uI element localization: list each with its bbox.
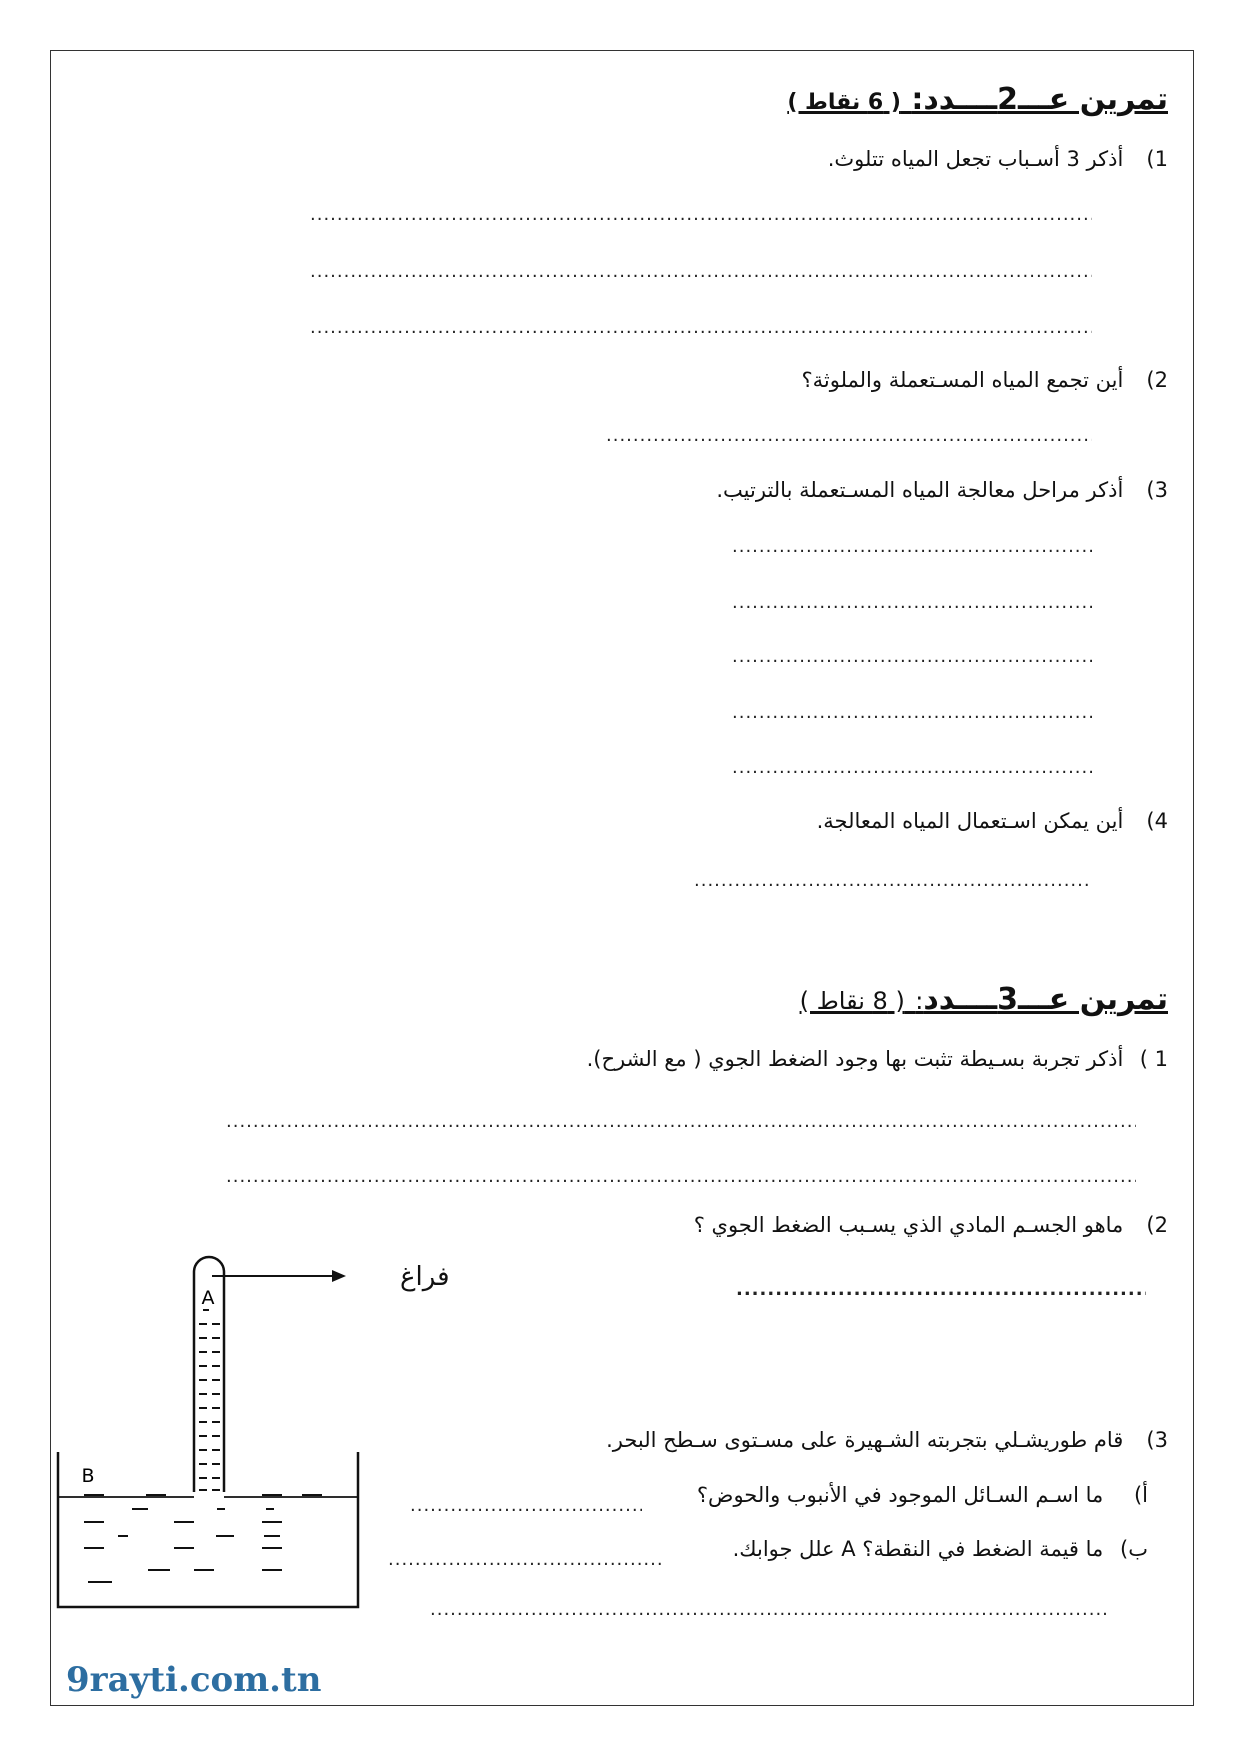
question-number: 4): [1146, 809, 1168, 833]
exercise-3-heading: [800, 980, 1168, 1021]
question-text: أذكر مراحل معالجة المياه المسـتعملة بالترتيب.: [716, 478, 1124, 502]
question-3-2: [694, 1210, 1168, 1240]
question-number: 1 ): [1139, 1047, 1168, 1071]
question-3-1: [587, 1044, 1168, 1074]
question-3-3: [606, 1425, 1168, 1455]
question-3-3-b: [733, 1534, 1148, 1564]
watermark: 9rayti.com.tn: [66, 1660, 322, 1700]
answer-line[interactable]: [606, 426, 1092, 446]
question-text: أذكر 3 أسـباب تجعل المياه تتلوث.: [827, 147, 1124, 171]
question-text: أذكر تجربة بسـيطة تثبت بها وجود الضغط الجوي ( مع الشرح).: [586, 1047, 1124, 1071]
question-number: 3): [1146, 478, 1168, 502]
question-number: 2): [1146, 1213, 1168, 1237]
exercise-3-points: ( 8 نقاط ): [799, 987, 905, 1015]
answer-line[interactable]: [732, 593, 1092, 613]
vacuum-label: فراغ: [400, 1262, 450, 1292]
vacuum-arrow-head: [332, 1270, 346, 1282]
answer-line[interactable]: [732, 703, 1092, 723]
point-b-label: B: [81, 1465, 95, 1487]
question-text: أين يمكن اسـتعمال المياه المعالجة.: [816, 809, 1124, 833]
answer-line[interactable]: [226, 1112, 1136, 1132]
torricelli-barometer-diagram: [52, 1252, 472, 1624]
question-text: ماهو الجسـم المادي الذي يسـبب الضغط الجوي ؟: [693, 1213, 1124, 1237]
answer-line[interactable]: [310, 205, 1092, 225]
answer-line[interactable]: [694, 871, 1092, 891]
answer-line[interactable]: [732, 647, 1092, 667]
answer-line[interactable]: [732, 537, 1092, 557]
answer-line[interactable]: [430, 1600, 1106, 1620]
answer-line[interactable]: [732, 758, 1092, 778]
answer-line[interactable]: [310, 318, 1092, 338]
question-number: 3): [1146, 1428, 1168, 1452]
answer-line[interactable]: [310, 262, 1092, 282]
question-3-3-a: [697, 1480, 1148, 1510]
exercise-3-title: تمرين عـــ3ــــدد: [923, 982, 1168, 1017]
question-2-2: [801, 365, 1168, 395]
point-a-label: A: [201, 1287, 215, 1309]
mercury-column: [199, 1310, 220, 1490]
answer-line[interactable]: [736, 1280, 1146, 1300]
question-2-3: [716, 475, 1168, 505]
question-number: 2): [1146, 368, 1168, 392]
question-number: أ): [1133, 1483, 1148, 1507]
exercise-2-title: تمرين عـــ2ــــدد:: [911, 82, 1168, 117]
question-number: 1): [1146, 147, 1168, 171]
exercise-2-points: ( 6 نقاط ): [787, 90, 901, 115]
answer-line[interactable]: [226, 1167, 1136, 1187]
question-text: قام طوريشـلي بتجربته الشـهيرة على مسـتوى سـطح البحر.: [606, 1428, 1124, 1452]
question-text: ما قيمة الضغط في النقطة؟ A علل جوابك.: [732, 1537, 1104, 1561]
question-text: أين تجمع المياه المسـتعملة والملوثة؟: [801, 368, 1124, 392]
basin: [58, 1452, 358, 1607]
question-number: ب): [1120, 1537, 1148, 1561]
exercise-3-colon: :: [915, 987, 924, 1015]
question-text: ما اسـم السـائل الموجود في الأنبوب والحوض؟: [696, 1483, 1104, 1507]
question-2-1: [828, 144, 1168, 174]
exercise-2-heading: [787, 80, 1168, 123]
mercury-basin: [84, 1495, 322, 1582]
question-2-4: [817, 806, 1168, 836]
